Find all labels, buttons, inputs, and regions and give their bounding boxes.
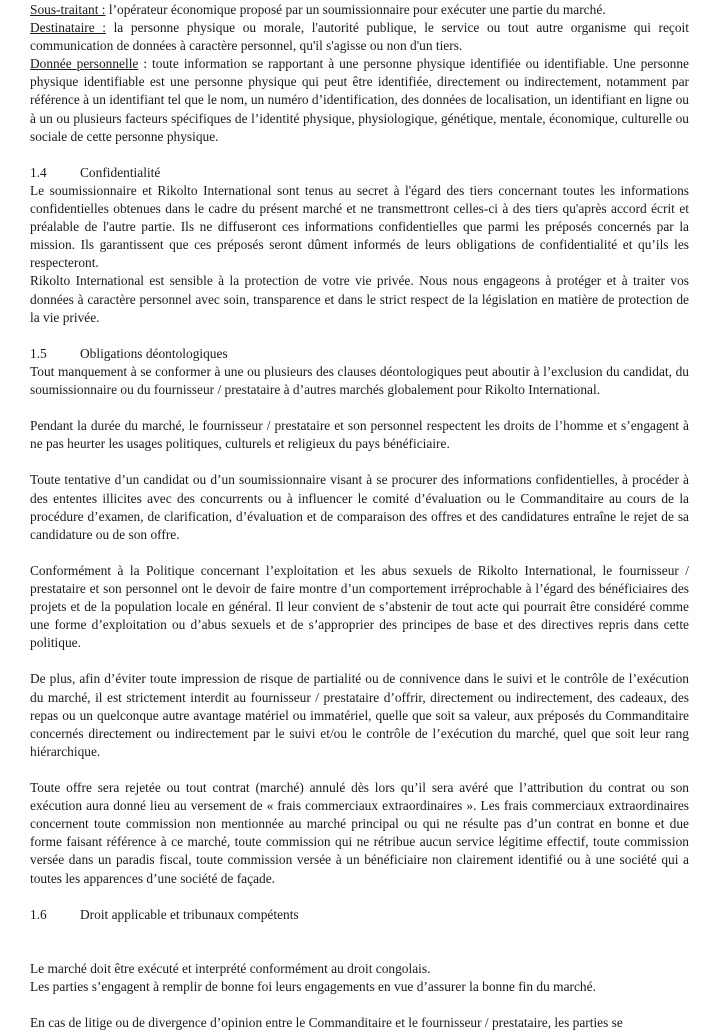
section-title: Obligations déontologiques (80, 345, 228, 361)
paragraph: Les parties s’engagent à remplir de bonne foi leurs engagements en vue d’assurer la bonne fin du marché. (30, 979, 596, 995)
definition-term: Destinataire : (30, 20, 106, 36)
paragraph: En cas de litige ou de divergence d’opinion entre le Commanditaire et le fournisseur / prestataire, les parties se (30, 1015, 623, 1031)
section-heading-applicable-law (30, 906, 689, 924)
section-title: Droit applicable et tribunaux compétents (80, 906, 299, 922)
section-number: 1.6 (30, 906, 47, 922)
section-number: 1.4 (30, 164, 47, 180)
paragraph: Toute tentative d’un candidat ou d’un soumissionnaire visant à se procurer des informations confidentielles, à procéder à des ententes illicites avec des concurrents ou à influencer le comité d’évaluation ou le Commanditaire au cours de la procédure d’examen, de clarification, d’évaluation et de comparaison des offres et des candidatures entraîne le rejet de sa candidature ou de son offre. (30, 472, 689, 542)
definition-text: : toute information se rapportant à une personne physique identifiée ou identifiable. Une personne physique identifiable est une personne physique qui peut être identifiée, directement ou indirectement, notamment par référence à un identifiant tel que le nom, un numéro d’identification, des données de localisation, un identifiant en ligne ou à un ou plusieurs facteurs spécifiques de l’identité physique, physiologique, génétique, mentale, économique, culturelle ou sociale de cette personne physique. (30, 56, 689, 144)
definition-term: Sous-traitant : (30, 2, 106, 17)
definition-term: Donnée personnelle (30, 56, 139, 72)
definition-text: la personne physique ou morale, l'autorité publique, le service ou tout autre organisme qui reçoit communication de données à caractère personnel, qu'il s'agisse ou non d'un tiers. (30, 20, 689, 54)
paragraph: De plus, afin d’éviter toute impression de risque de partialité ou de connivence dans le suivi et le contrôle de l’exécution du marché, il est strictement interdit au fournisseur / prestataire d’offrir, directement ou indirectement, des cadeaux, des repas ou un quelconque autre avantage matériel ou immatériel, quelle que soit sa valeur, aux préposés du Commanditaire concernés directement ou indirectement par le suivi et/ou le contrôle de l’exécution du marché, quel que soit leur rang hiérarchique. (30, 671, 689, 759)
definition-personal-data (30, 55, 689, 145)
paragraph: Le marché doit être exécuté et interprété conformément au droit congolais. (30, 960, 431, 976)
paragraph: Toute offre sera rejetée ou tout contrat (marché) annulé dès lors qu’il sera avéré que l’attribution du contrat ou son exécution aura donné lieu au versement de « frais commerciaux extraordinaires ». Les frais commerciaux extraordinaires concernent toute commission non mentionnée au marché principal ou qui ne résulte pas d’un contrat en bonne et due forme faisant référence à ce marché, toute commission qui ne rétribue aucun service légitime effectif, toute commission versée dans un paradis fiscal, toute commission versée à un bénéficiaire non clairement identifié ou à une société qui a toutes les apparences d’une société de façade. (30, 780, 689, 886)
section-number: 1.5 (30, 345, 47, 361)
paragraph: Tout manquement à se conformer à une ou plusieurs des clauses déontologiques peut aboutir à l’exclusion du candidat, du soumissionnaire ou du fournisseur / prestataire à d’autres marchés globalement pour Rikolto International. (30, 363, 689, 397)
section-title: Confidentialité (80, 164, 161, 180)
definition-subcontractor (30, 1, 689, 19)
paragraph: Pendant la durée du marché, le fournisseur / prestataire et son personnel respectent les droits de l’homme et s’engagent à ne pas heurter les usages politiques, culturels et religieux du pays bénéficiaire. (30, 418, 689, 452)
section-heading-deontological-obligations (30, 345, 689, 363)
section-heading-confidentiality (30, 164, 689, 182)
definition-recipient (30, 19, 689, 55)
paragraph: Conformément à la Politique concernant l’exploitation et les abus sexuels de Rikolto International, le fournisseur / prestataire et son personnel ont le devoir de faire montre d’un comportement irréprochable à l’égard des bénéficiaires des projets et de la population locale en général. Il leur convient de s’abstenir de tout acte qui pourrait être considéré comme une forme d’exploitation ou d’abus sexuels et de s’approprier des principes de base et des directives repris dans cette politique. (30, 562, 689, 651)
paragraph: Rikolto International est sensible à la protection de votre vie privée. Nous nous engageons à protéger et à traiter vos données à caractère personnel avec soin, transparence et dans le strict respect de la législation en matière de protection de la vie privée. (30, 273, 689, 325)
paragraph: Le soumissionnaire et Rikolto International sont tenus au secret à l'égard des tiers concernant toutes les informations confidentielles obtenues dans le cadre du présent marché et ne transmettront celles-ci à des tiers qu'après accord écrit et préalable de l'autre partie. Ils ne diffuseront ces informations confidentielles que parmi les préposés concernés par la mission. Ils garantissent que ces préposés seront dûment informés de leurs obligations de confidentialité et qu’ils les respecteront. (30, 182, 689, 271)
definition-text: l’opérateur économique proposé par un soumissionnaire pour exécuter une partie du marché. (105, 2, 606, 17)
